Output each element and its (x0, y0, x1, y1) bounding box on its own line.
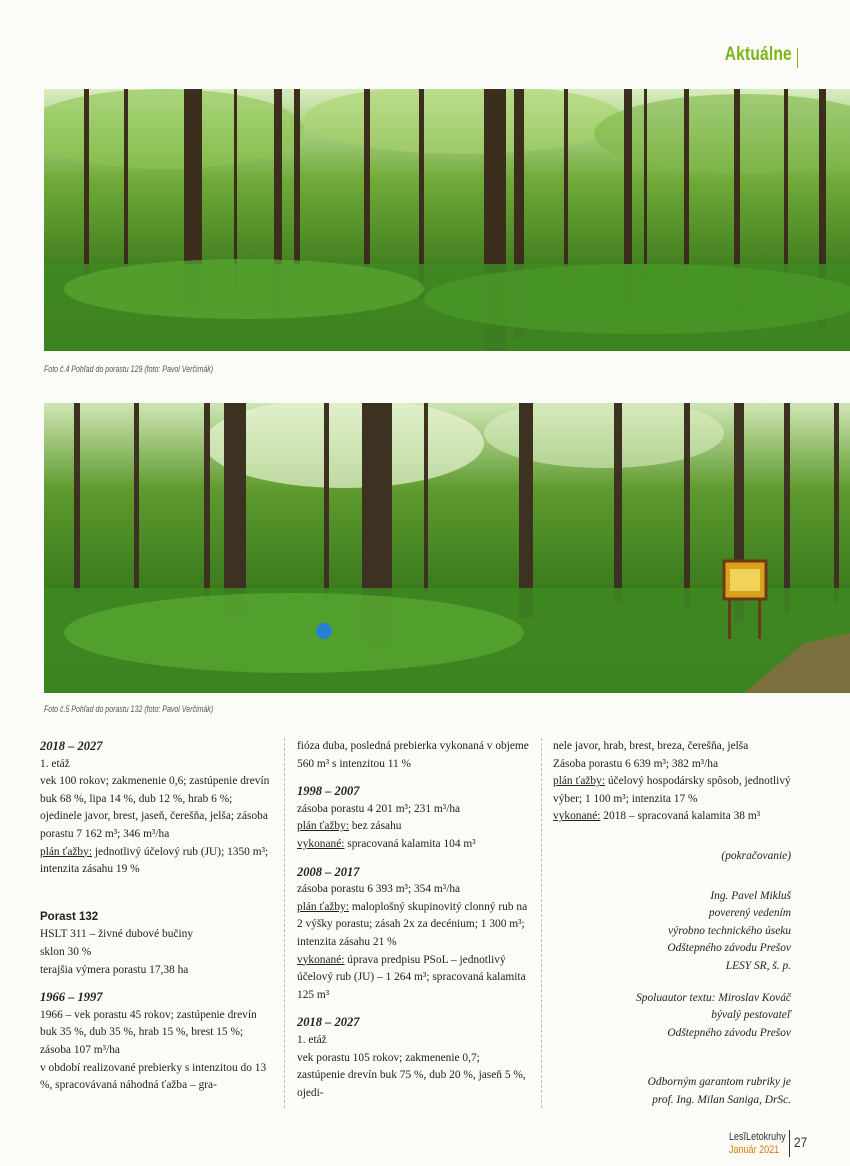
stock-line: zásoba porastu 4 201 m³; 231 m³/ha (297, 802, 461, 815)
stock-line: zásoba porastu 6 393 m³; 354 m³/ha (297, 883, 461, 896)
coauthor-org: Odštepného závodu Prešov (667, 1026, 791, 1039)
hslt-line: HSLT 311 – živné dubové bučiny (40, 928, 194, 941)
continued-text: nele javor, hrab, brest, breza, čerešňa, jelša (553, 740, 749, 752)
plan-text: jednotlivý účelový rub (JU); 1350 m³; intenzita zásahu 19 % (40, 845, 269, 876)
author-role: poverený vedením (708, 907, 791, 920)
done-text: úprava predpisu PSoL – jednotlivý účelový rub (JU) – 1 264 m³; spracovaná kalamita 125 m³ (297, 953, 526, 1001)
plan-text: účelový hospodársky spôsob, jednotlivý výber; 1 100 m³; intenzita 17 % (553, 775, 791, 805)
slope-line: sklon 30 % (40, 945, 92, 958)
section-tag-bar (797, 48, 798, 68)
done-text: 2018 – spracovaná kalamita 38 m³ (600, 810, 761, 823)
author-role: výrobno technického úseku (668, 924, 791, 937)
stage-label: 1. etáž (40, 757, 70, 770)
text-column-1 (40, 738, 272, 1095)
plan-label: plán ťažby: (553, 775, 605, 788)
done-label: vykonané: (297, 953, 345, 966)
harvest-plan (553, 773, 791, 808)
plan-text: bez zásahu (349, 820, 402, 833)
stock-line: Zásoba porastu 6 639 m³; 382 m³/ha (553, 757, 719, 770)
period-heading: 2008 – 2017 (297, 864, 360, 879)
guarantor-label: Odborným garantom rubriky je (647, 1076, 791, 1089)
period-heading: 2018 – 2027 (297, 1015, 360, 1030)
done-text: spracovaná kalamita 104 m³ (344, 837, 476, 850)
section-tag: Aktuálne (724, 44, 792, 65)
photo-caption-129: Foto č.4 Pohľad do porastu 129 (foto: Pavol Verčimák) (44, 364, 214, 374)
performed-line (297, 952, 529, 1005)
stand-description: vek 100 rokov; zakmenenie 0,6; zastúpenie drevín buk 68 %, lipa 14 %, dub 12 %, hrab 6 %; ojedinele javor, brest, jaseň, čerešňa, jelša; zásoba porastu 7 162 m³; 346 m³/ha (40, 775, 270, 840)
done-label: vykonané: (297, 837, 345, 850)
period-heading: 2018 – 2027 (40, 739, 103, 753)
period-heading: 1998 – 2007 (297, 784, 360, 799)
text-column-3 (553, 738, 791, 1110)
done-label: vykonané: (553, 810, 601, 823)
stand-description: 1966 – vek porastu 45 rokov; zastúpenie drevín buk 35 %, dub 35 %, hrab 15 %, brest 15 %; zásoba 107 m³/ha (40, 1008, 257, 1056)
column-divider (284, 738, 285, 1108)
continued-note: (pokračovanie) (721, 849, 791, 862)
plan-text: maloplošný skupinovitý clonný rub na 2 výšky porastu; zásah 2x za decénium; 1 300 m³; intenzita zásahu 21 % (297, 900, 528, 948)
guarantor-name: prof. Ing. Milan Saniga, DrSc. (652, 1093, 791, 1106)
period-heading: 1966 – 1997 (40, 990, 103, 1005)
stage-label: 1. etáž (297, 1033, 327, 1046)
plan-label: plán ťažby: (297, 900, 349, 913)
magazine-name: LesĭLetokruhy (729, 1131, 786, 1143)
continued-text: fióza duba, posledná prebierka vykonaná v objeme 560 m³ s intenzitou 11 % (297, 740, 529, 770)
footer-divider (789, 1130, 790, 1157)
page-number: 27 (794, 1134, 808, 1150)
harvest-plan (297, 818, 529, 836)
author-name: Ing. Pavel Mikluš (710, 889, 791, 902)
forest-photo-132 (44, 403, 850, 693)
plan-label: plán ťažby: (297, 820, 349, 833)
magazine-footer (729, 1131, 786, 1157)
author-role: Odštepného závodu Prešov (667, 942, 791, 955)
column-divider (541, 738, 542, 1108)
harvest-plan (297, 899, 529, 952)
photo-caption-132: Foto č.5 Pohľad do porastu 132 (foto: Pavol Verčimák) (44, 704, 214, 714)
coauthor-name: Spoluautor textu: Miroslav Kováč (636, 991, 791, 1004)
forest-photo-129 (44, 89, 850, 351)
harvest-plan (40, 844, 272, 879)
stand-description: vek porastu 105 rokov; zakmenenie 0,7; zastúpenie drevín buk 75 %, dub 20 %, jaseň 5 %, ojedi- (297, 1051, 526, 1099)
area-line: terajšia výmera porastu 17,38 ha (40, 963, 189, 976)
stand-title: Porast 132 (40, 910, 99, 923)
stand-description: v období realizované prebierky s intenzitou do 13 %, spracovávaná náhodná ťažba – gra- (40, 1061, 267, 1092)
plan-label: plán ťažby: (40, 845, 92, 858)
author-org: LESY SR, š. p. (725, 959, 791, 972)
text-column-2 (297, 738, 529, 1102)
coauthor-role: bývalý pestovateľ (711, 1009, 791, 1022)
performed-line (297, 836, 529, 854)
issue-date: Január 2021 (729, 1144, 780, 1156)
performed-line (553, 808, 791, 826)
